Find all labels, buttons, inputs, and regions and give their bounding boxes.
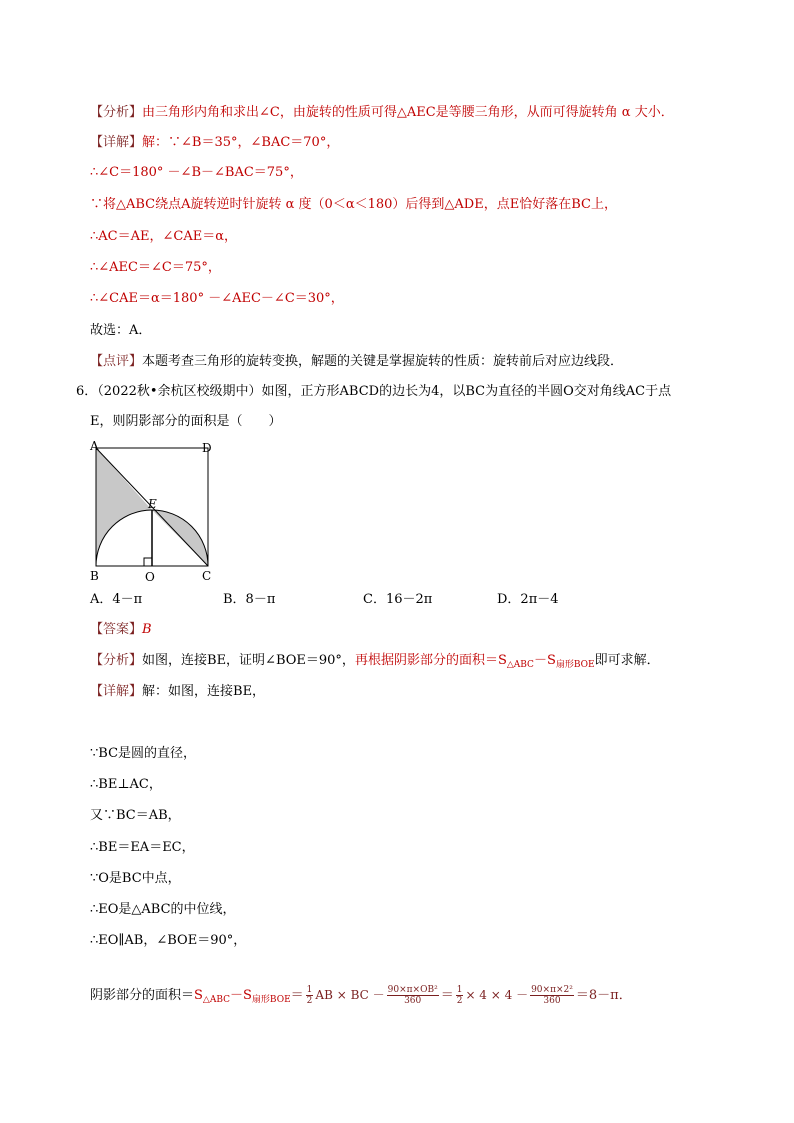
fraction-1-num: 90×π×OB²: [387, 985, 438, 995]
answer-tag: 【答案】: [90, 622, 143, 637]
option-d: D．2π－4: [497, 592, 559, 607]
final-nums: × 4 × 4 －: [465, 988, 529, 1002]
fraction-1-den: 360: [404, 996, 422, 1006]
q6-detail: [90, 683, 265, 701]
s5-line: ∴∠C＝180° －∠B－∠BAC＝75°，: [90, 165, 303, 180]
fraction-2-den: 360: [543, 996, 561, 1006]
q6-stem-line2: E，则阴影部分的面积是（ ）: [90, 414, 282, 429]
q6-line: ∴BE⊥AC，: [90, 777, 162, 792]
analysis-text-d: 即可求解．: [594, 653, 660, 668]
q6-line: ∴EO∥AB，∠BOE＝90°，: [90, 933, 247, 948]
final-eq2: ＝: [440, 988, 454, 1003]
label-e: E: [148, 497, 157, 511]
label-c: C: [202, 569, 212, 583]
right-angle-mark: [144, 558, 152, 566]
s5-line: ∴∠AEC＝∠C＝75°，: [90, 260, 221, 275]
final-sub2: 扇形BOE: [251, 995, 291, 1005]
label-a: A: [90, 439, 99, 453]
shaded-region: [96, 448, 152, 566]
q6-final-formula: [90, 982, 632, 1013]
analysis-sub2: 扇形BOE: [555, 660, 595, 670]
q6-line: ∵O是BC中点，: [90, 871, 181, 886]
final-eq: ＝: [290, 988, 304, 1003]
option-c: C．16－2π: [363, 592, 433, 607]
half-den: 2: [306, 996, 313, 1006]
option-a: A．4－π: [90, 592, 143, 607]
fraction-1: [387, 985, 439, 1006]
final-minus: －S: [230, 988, 252, 1003]
s5-line: ∴AC＝AE，∠CAE＝α，: [90, 229, 237, 244]
half-num-2: 1: [456, 985, 463, 995]
s5-detail: [90, 134, 339, 152]
s5-choice: 故选：A．: [90, 323, 152, 338]
analysis-text-b: 再根据阴影部分的面积＝S: [354, 653, 507, 668]
q6-figure: [86, 438, 218, 586]
label-d: D: [202, 441, 212, 455]
final-s: S: [194, 988, 203, 1003]
half-fraction: [306, 985, 314, 1006]
s5-comment: [90, 353, 623, 371]
analysis-text-c: －S: [533, 653, 556, 668]
q6-line: 又∵BC＝AB，: [90, 808, 181, 823]
analysis-text-a: 如图，连接BE，证明∠BOE＝90°，: [142, 653, 355, 668]
s5-analysis: [90, 104, 674, 122]
option-b: B．8－π: [223, 592, 276, 607]
q6-answer: [90, 621, 152, 639]
final-result: ＝8－π．: [575, 988, 632, 1003]
comment-tag: 【点评】: [90, 354, 143, 369]
q6-line: ∵BC是圆的直径，: [90, 746, 197, 761]
detail-tag: 【详解】: [90, 135, 143, 150]
detail-tag: 【详解】: [90, 684, 143, 699]
q6-stem-line1: 6．（2022秋•余杭区校级期中）如图，正方形ABCD的边长为4，以BC为直径的半圆O交对角线AC于点: [76, 384, 672, 399]
analysis-text: 由三角形内角和求出∠C，由旋转的性质可得△AEC是等腰三角形，从而可得旋转角 α 大小．: [142, 105, 674, 120]
label-b: B: [90, 569, 99, 583]
detail-first: 解：如图，连接BE，: [142, 684, 266, 699]
final-ab-bc: AB × BC －: [315, 988, 385, 1002]
fraction-2-num: 90×π×2²: [531, 985, 573, 995]
analysis-sub1: △ABC: [506, 660, 534, 670]
analysis-tag: 【分析】: [90, 653, 143, 668]
q6-line: ∴BE＝EA＝EC，: [90, 840, 195, 855]
q6-line: ∴EO是△ABC的中位线，: [90, 902, 236, 917]
half-fraction-2: [456, 985, 464, 1006]
final-prefix: 阴影部分的面积＝: [90, 988, 195, 1003]
s5-line: ∵将△ABC绕点A旋转逆时针旋转 α 度（0＜α＜180）后得到△ADE，点E恰好落在BC上，: [90, 197, 617, 212]
half-den-2: 2: [456, 996, 463, 1006]
answer-value: B: [142, 622, 152, 637]
q6-analysis: [90, 652, 660, 674]
s5-line: ∴∠CAE＝α＝180° －∠AEC－∠C＝30°，: [90, 291, 344, 306]
fraction-2: [530, 985, 574, 1006]
comment-text: 本题考查三角形的旋转变换，解题的关键是掌握旋转的性质：旋转前后对应边线段．: [142, 354, 624, 369]
final-sub1: △ABC: [202, 995, 231, 1005]
label-o: O: [145, 570, 155, 584]
half-num: 1: [306, 985, 313, 995]
analysis-tag: 【分析】: [90, 105, 143, 120]
detail-first: 解：∵∠B＝35°，∠BAC＝70°，: [142, 135, 340, 150]
